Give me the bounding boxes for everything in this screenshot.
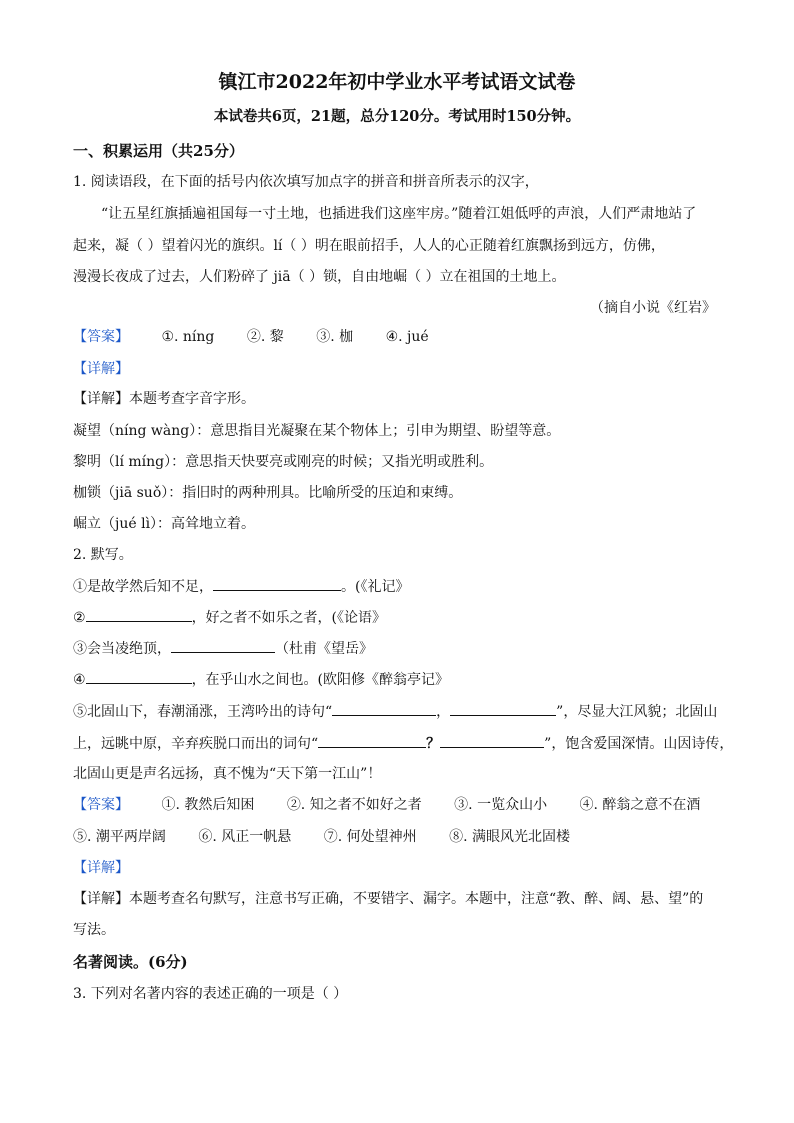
- q1-stem: 1. 阅读语段，在下面的括号内依次填写加点字的拼音和拼音所表示的汉字，: [73, 174, 539, 190]
- q1-passage-line-1: “让五星红旗插遍祖国每一寸土地，也插进我们这座牢房。”随着江姐低呼的声浪，人们严肃地站了: [101, 206, 697, 222]
- q2-answer-row-2: [73, 827, 570, 847]
- q2-line-5a: [73, 701, 717, 722]
- q2-line-5c: 北固山更是声名远扬，真不愧为“天下第一江山”！: [73, 766, 382, 782]
- fill-blank: [318, 733, 426, 748]
- q2-answer-row-1: [73, 795, 700, 815]
- q2-line-2-text: ，好之者不如乐之者，(《论语》: [191, 610, 387, 626]
- q2-line-5a-text: ⑤北固山下，春潮涌涨，王湾吟出的诗句“: [73, 704, 333, 720]
- q2-line-4-text: ，在乎山水之间也。(欧阳修《醉翁亭记》: [191, 672, 450, 688]
- q2-line-1-text: ①是故学然后知不足，: [73, 579, 213, 595]
- q1-detail-1: 凝望（níng wàng）：意思指目光凝聚在某个物体上；引申为期望、盼望等意。: [73, 423, 561, 439]
- q2-line-4-num: ④: [73, 672, 86, 688]
- q1-detail-4: 崛立（jué lì）：高耸地立着。: [73, 516, 256, 532]
- q1-answer-row: [73, 327, 429, 347]
- comma: ，: [436, 704, 451, 720]
- q2-line-5a-tail: ”，尽显大江风貌；北固山: [556, 704, 718, 720]
- q2-answer-8: ⑧. 满眼风光北固楼: [449, 829, 570, 845]
- fill-blank: [86, 669, 192, 684]
- detail-tag: 【详解】: [73, 891, 129, 907]
- q2-answer-2: ②. 知之者不如好之者: [286, 797, 422, 813]
- q2-line-3-source: （杜甫《望岳》: [275, 641, 373, 657]
- q1-answer-3: ③. 枷: [316, 329, 354, 345]
- answer-tag: 【答案】: [73, 329, 129, 345]
- answer-tag: 【答案】: [73, 797, 129, 813]
- q2-answer-5: ⑤. 潮平两岸阔: [73, 829, 166, 845]
- q2-line-2-num: ②: [73, 610, 86, 626]
- q2-line-3: [73, 638, 373, 659]
- fill-blank: [171, 638, 275, 653]
- page-subtitle: 本试卷共6页，21题，总分120分。考试用时150分钟。: [213, 108, 581, 125]
- q2-answer-3: ③. 一览众山小: [454, 797, 548, 813]
- q2-line-1: [73, 576, 409, 597]
- q1-detail-head: [73, 389, 255, 409]
- q2-line-2: [73, 607, 386, 628]
- q2-detail-line-2: 写法。: [73, 922, 115, 938]
- fill-blank: [440, 733, 544, 748]
- q1-answer-1: ①. níng: [161, 329, 215, 345]
- q1-detail-tag: 【详解】: [73, 361, 129, 377]
- q2-stem: 2. 默写。: [73, 547, 133, 563]
- q2-line-3-text: ③会当凌绝顶，: [73, 641, 171, 657]
- q2-answer-4: ④. 醉翁之意不在酒: [579, 797, 701, 813]
- q1-passage-line-3: 漫漫长夜成了过去，人们粉碎了 jiā（ ）锁，自由地崛（ ）立在祖国的土地上。: [73, 269, 566, 285]
- fill-blank: [450, 701, 556, 716]
- fill-blank: [213, 576, 341, 591]
- q1-detail-2: 黎明（lí míng）：意思指天快要亮或刚亮的时候；又指光明或胜利。: [73, 454, 494, 470]
- q2-line-5b: [73, 733, 733, 754]
- q2-detail-tag: 【详解】: [73, 860, 129, 876]
- q1-source: （摘自小说《红岩》: [590, 300, 716, 316]
- q2-answer-6: ⑥. 风正一帆悬: [198, 829, 292, 845]
- fill-blank: [332, 701, 436, 716]
- q2-line-4: [73, 669, 449, 690]
- q3-stem: 3. 下列对名著内容的表述正确的一项是（ ）: [73, 986, 348, 1002]
- detail-tag: 【详解】: [73, 391, 129, 407]
- q2-line-5b-tail: ”，饱含爱国深情。山因诗传，: [544, 736, 734, 752]
- q1-passage-line-2: 起来，凝（ ）望着闪光的旗织。lí（ ）明在眼前招手，人人的心正随着红旗飘扬到远方，仿佛，: [73, 238, 665, 254]
- q1-detail-text: 本题考查字音字形。: [129, 391, 255, 407]
- q2-answer-1: ①. 教然后知困: [161, 797, 255, 813]
- q2-detail-line-1: [73, 889, 703, 909]
- question-mark: ？: [426, 736, 441, 752]
- q1-answer-2: ②. 黎: [246, 329, 284, 345]
- section-heading-2: 名著阅读。(6分): [73, 953, 188, 971]
- q2-line-1-source: 。(《礼记》: [341, 579, 410, 595]
- q2-answer-7: ⑦. 何处望神州: [323, 829, 417, 845]
- q2-line-5b-text: 上，远眺中原，辛弃疾脱口而出的词句“: [73, 736, 319, 752]
- fill-blank: [86, 607, 192, 622]
- q1-answer-4: ④. jué: [385, 329, 429, 345]
- page-title: 镇江市2022年初中学业水平考试语文试卷: [218, 71, 576, 93]
- q2-detail-text: 本题考查名句默写，注意书写正确，不要错字、漏字。本题中，注意“教、醉、阔、悬、望”的: [129, 891, 704, 907]
- q1-detail-3: 枷锁（jiā suǒ）：指旧时的两种刑具。比喻所受的压迫和束缚。: [73, 485, 463, 501]
- section-heading-1: 一、积累运用（共25分）: [73, 142, 244, 160]
